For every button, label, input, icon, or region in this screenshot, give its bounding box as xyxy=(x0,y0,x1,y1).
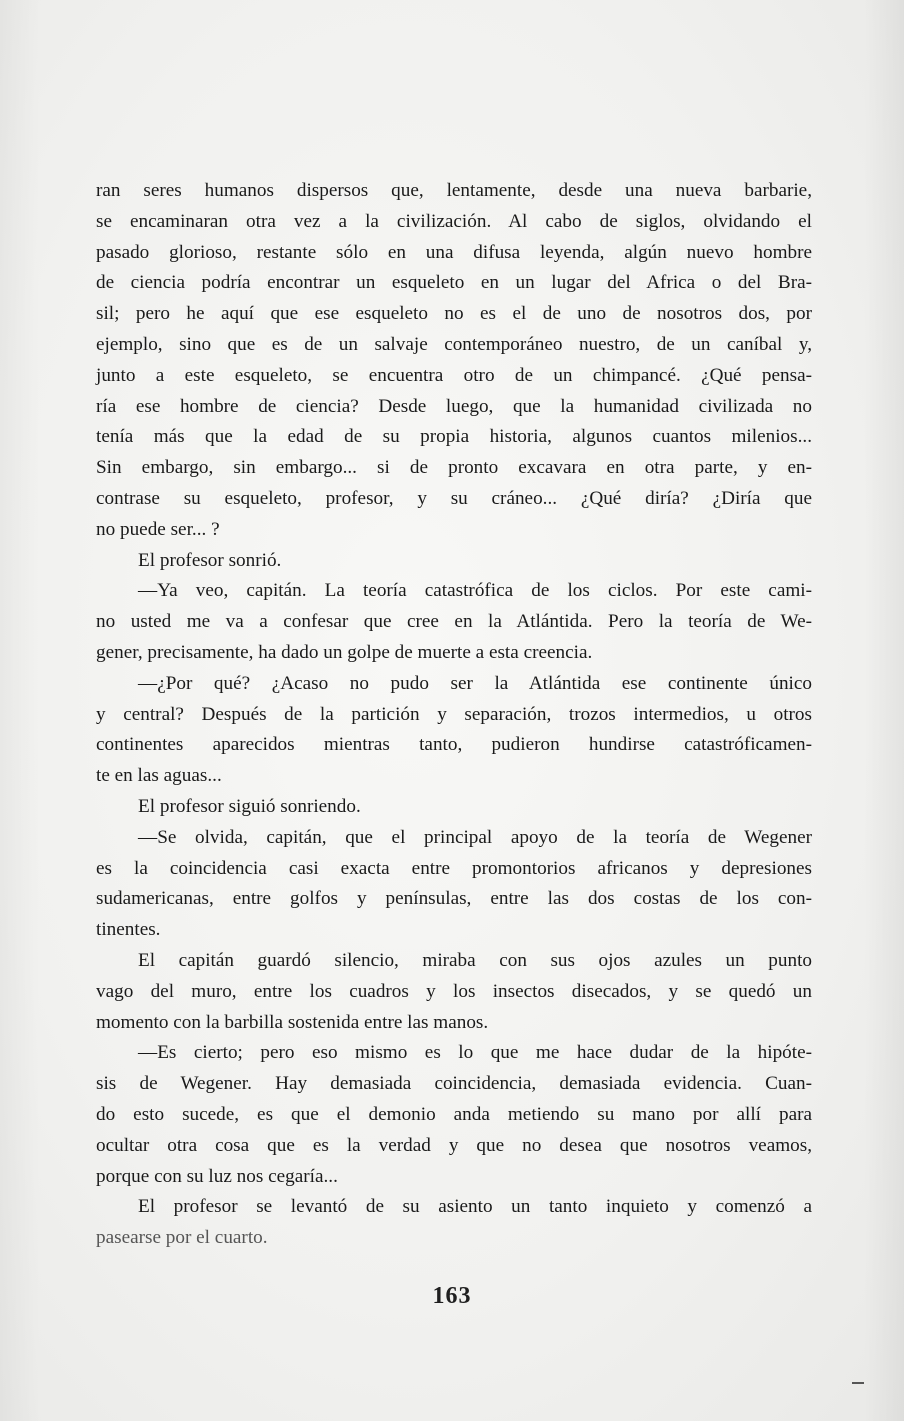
text-line: tenía más que la edad de su propia historia, algunos cuantos milenios... xyxy=(96,426,812,448)
text-line: ocultar otra cosa que es la verdad y que no desea que nosotros veamos, xyxy=(96,1134,812,1156)
paragraph xyxy=(96,576,812,668)
text-line: de ciencia podría encontrar un esqueleto en un lugar del Africa o del Bra- xyxy=(96,272,812,294)
text-line: Sin embargo, sin embargo... si de pronto excavara en otra parte, y en- xyxy=(96,457,812,479)
paragraph xyxy=(96,669,812,792)
page-number: 163 xyxy=(432,1283,472,1309)
text-line: contrase su esqueleto, profesor, y su cráneo... ¿Qué diría? ¿Diría que xyxy=(96,487,812,509)
text-line: El profesor se levantó de su asiento un tanto inquieto y comenzó a xyxy=(138,1196,812,1218)
text-line: sudamericanas, entre golfos y penínsulas, entre las dos costas de los con- xyxy=(96,888,812,910)
text-line: se encaminaran otra vez a la civilización. Al cabo de siglos, olvidando el xyxy=(96,210,812,232)
paragraph xyxy=(96,823,812,946)
paragraph xyxy=(96,946,812,1038)
text-line: —¿Por qué? ¿Acaso no pudo ser la Atlántida ese continente único xyxy=(138,672,812,694)
scan-mark xyxy=(852,1382,864,1384)
paragraph xyxy=(96,546,812,577)
paragraph xyxy=(96,1038,812,1192)
text-line: vago del muro, entre los cuadros y los insectos disecados, y se quedó un xyxy=(96,980,812,1002)
page-edge-shadow-right xyxy=(864,0,904,1421)
text-line: El capitán guardó silencio, miraba con sus ojos azules un punto xyxy=(138,949,812,971)
text-line: gener, precisamente, ha dado un golpe de muerte a esta creencia. xyxy=(96,641,593,663)
text-line: te en las aguas... xyxy=(96,765,222,787)
text-line: momento con la barbilla sostenida entre las manos. xyxy=(96,1011,489,1033)
paragraph xyxy=(96,1192,812,1254)
text-line: pasado glorioso, restante sólo en una difusa leyenda, algún nuevo hombre xyxy=(96,241,812,263)
text-line: y central? Después de la partición y separación, trozos intermedios, u otros xyxy=(96,703,812,725)
text-line: pasearse por el cuarto. xyxy=(96,1227,268,1249)
text-line: El profesor siguió sonriendo. xyxy=(138,795,361,817)
text-line: sis de Wegener. Hay demasiada coincidencia, demasiada evidencia. Cuan- xyxy=(96,1073,812,1095)
text-line: sil; pero he aquí que ese esqueleto no es el de uno de nosotros dos, por xyxy=(96,303,812,325)
text-line: continentes aparecidos mientras tanto, pudieron hundirse catastróficamen- xyxy=(96,734,812,756)
text-line: —Es cierto; pero eso mismo es lo que me hace dudar de la hipóte- xyxy=(138,1042,812,1064)
page-edge-shadow-left xyxy=(0,0,40,1421)
text-line: ejemplo, sino que es de un salvaje contemporáneo nuestro, de un caníbal y, xyxy=(96,333,812,355)
text-line: tinentes. xyxy=(96,919,161,941)
body-text xyxy=(96,176,812,1254)
text-line: ría ese hombre de ciencia? Desde luego, que la humanidad civilizada no xyxy=(96,395,812,417)
text-line: —Se olvida, capitán, que el principal apoyo de la teoría de Wegener xyxy=(138,826,812,848)
text-line: El profesor sonrió. xyxy=(138,549,282,571)
text-line: —Ya veo, capitán. La teoría catastrófica de los ciclos. Por este cami- xyxy=(138,580,812,602)
text-line: do esto sucede, es que el demonio anda metiendo su mano por allí para xyxy=(96,1103,812,1125)
paragraph xyxy=(96,792,812,823)
text-line: junto a este esqueleto, se encuentra otro de un chimpancé. ¿Qué pensa- xyxy=(96,364,812,386)
text-line: no usted me va a confesar que cree en la Atlántida. Pero la teoría de We- xyxy=(96,611,812,633)
text-line: no puede ser... ? xyxy=(96,518,220,540)
text-line: es la coincidencia casi exacta entre promontorios africanos y depresiones xyxy=(96,857,812,879)
text-line: porque con su luz nos cegaría... xyxy=(96,1165,338,1187)
text-line: ran seres humanos dispersos que, lentamente, desde una nueva barbarie, xyxy=(96,180,812,201)
paragraph xyxy=(96,176,812,546)
